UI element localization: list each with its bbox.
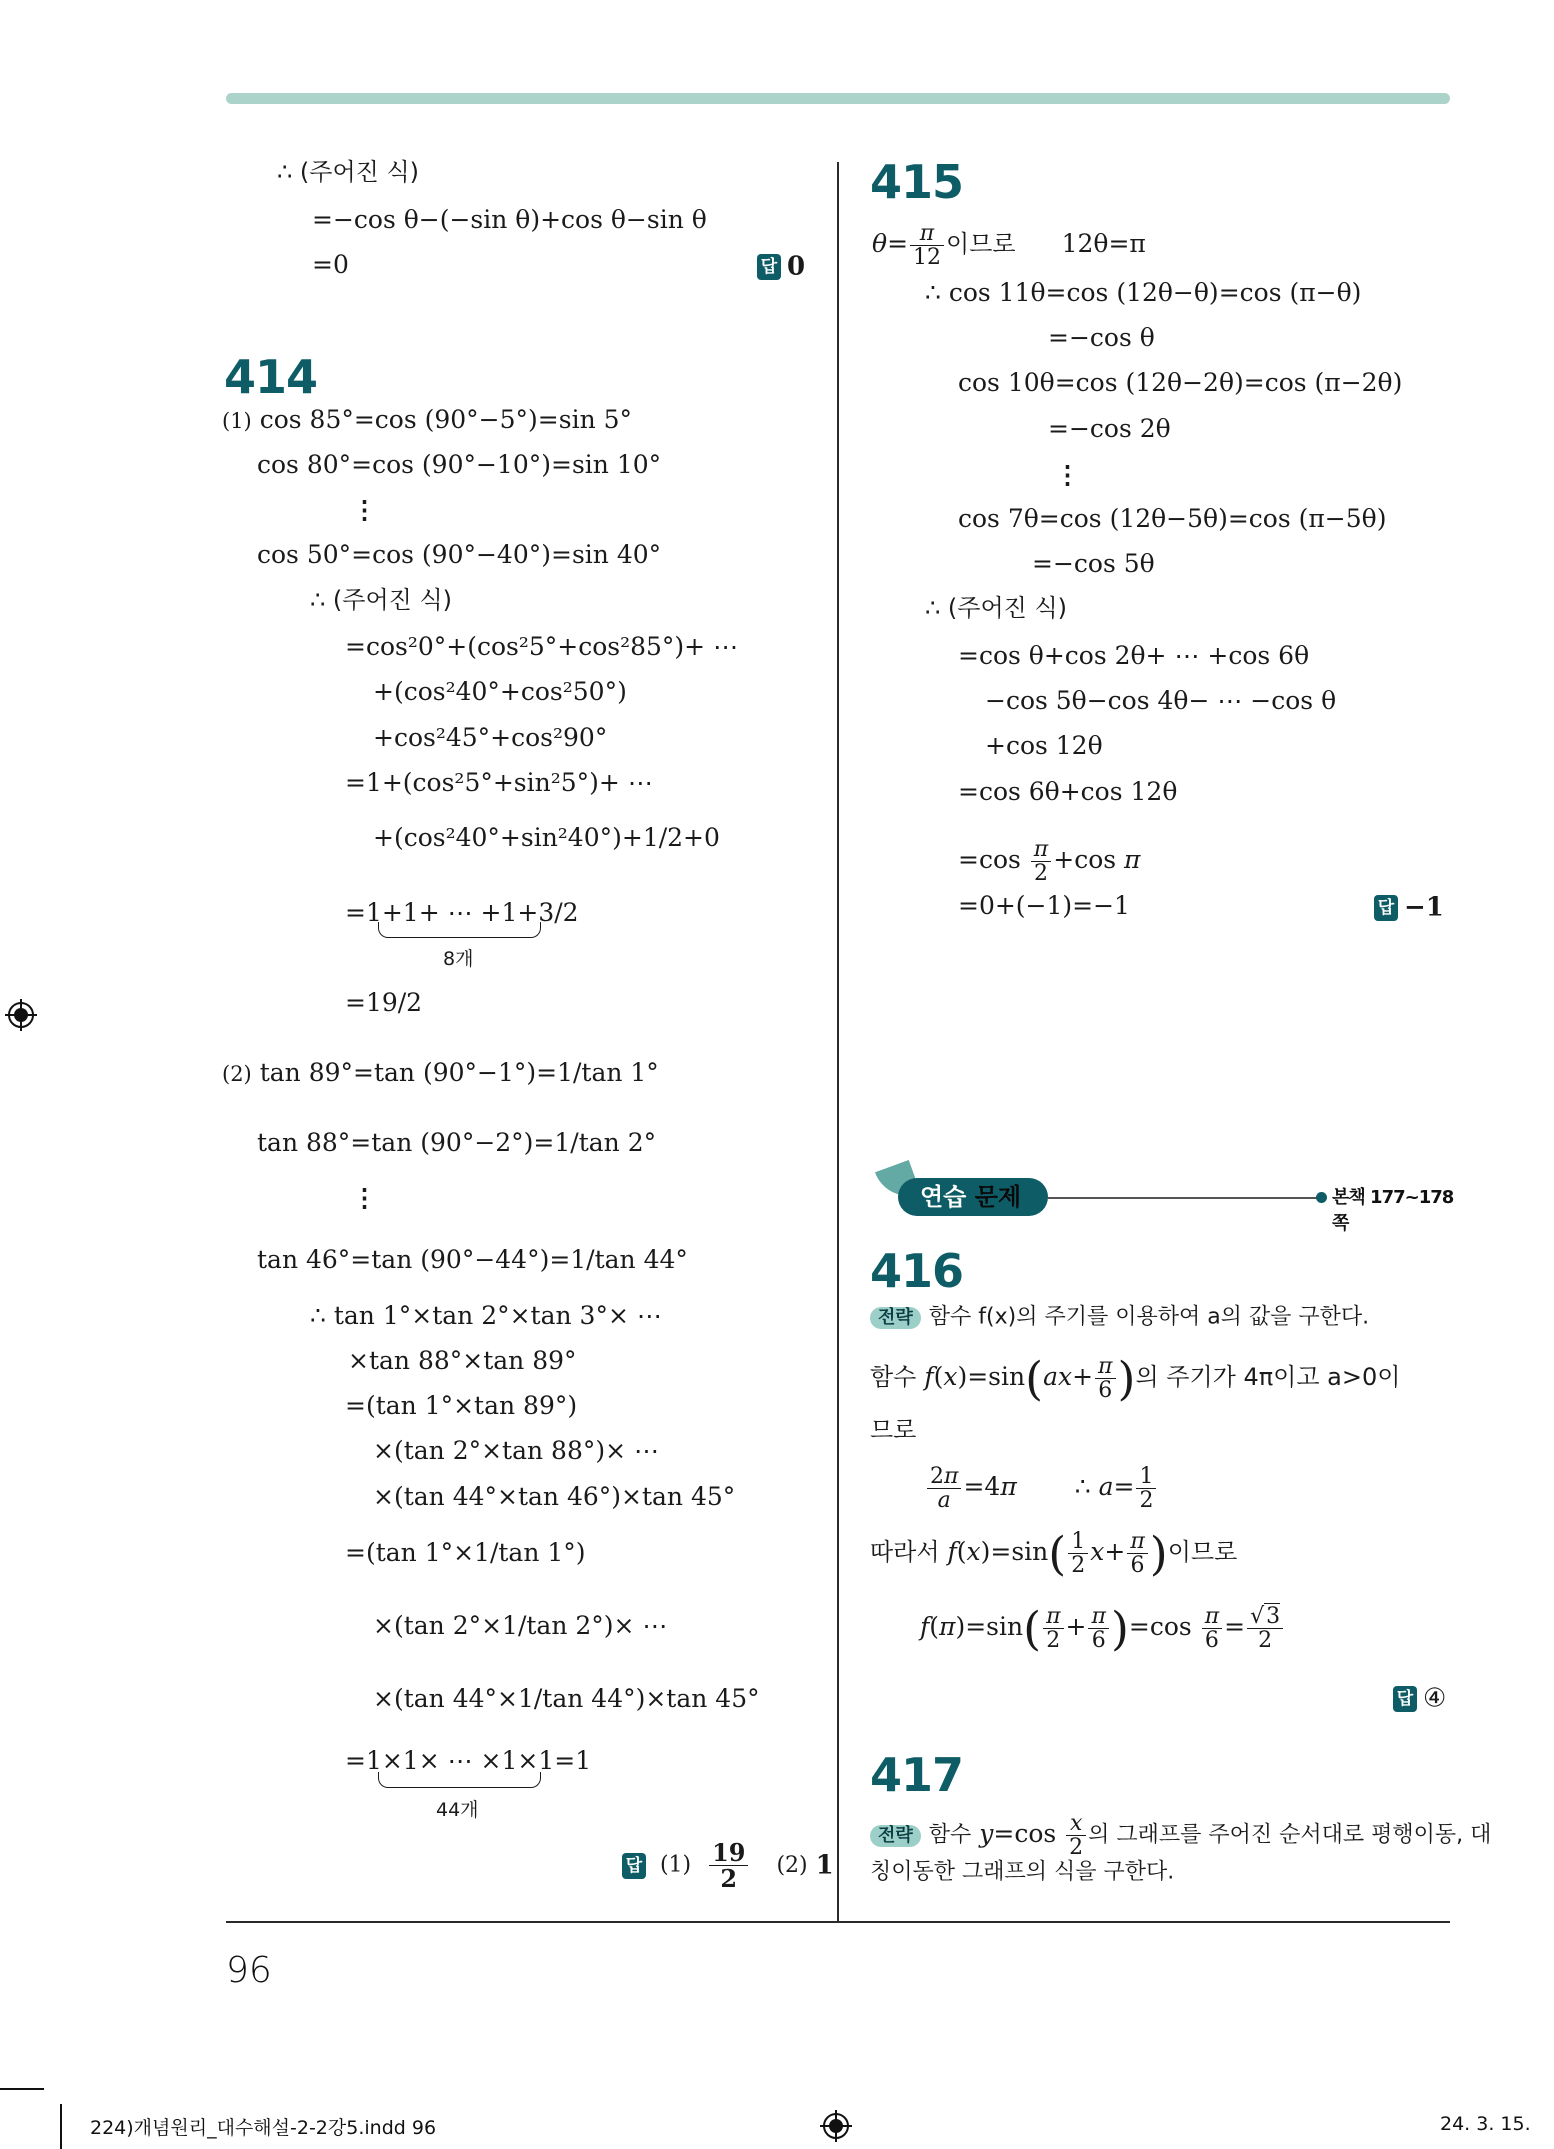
equation-line: +(cos²40°+sin²40°)+1/2+0 <box>373 823 720 852</box>
equation-line: 따라서 f(x)=sin( $\frac{1}{2}$ x+ $\frac{\pi}{6}$ )이므로 <box>870 1526 1238 1581</box>
equation-line: =−cos 2θ <box>1048 414 1171 443</box>
registration-mark-icon <box>820 2110 852 2142</box>
bullet-icon <box>1316 1192 1327 1203</box>
strategy-line: 전략 함수 y=cos $\frac{x}{2}$ 의 그래프를 주어진 순서대로 평행이동, 대 <box>870 1812 1491 1859</box>
equation-line: +(cos²40°+cos²50°) <box>373 677 627 706</box>
section-rule <box>1048 1197 1318 1199</box>
equation-line: ×tan 88°×tan 89° <box>348 1346 577 1375</box>
equation-line: =1+1+ ⋯ +1+3/2 <box>345 898 579 927</box>
vertical-ellipsis: ⋮ <box>1055 460 1080 489</box>
equation-line: =cos 6θ+cos 12θ <box>958 777 1178 806</box>
answer-badge: 답 <box>1374 895 1398 921</box>
equation-line: (2) tan 89°=tan (90°−1°)=1/tan 1° <box>222 1058 659 1087</box>
vertical-ellipsis: ⋮ <box>352 1183 377 1212</box>
problem-number: 414 <box>224 350 318 404</box>
answer-badge: 답 <box>757 254 781 280</box>
brace-label: 44개 <box>436 1799 479 1821</box>
equation-line: tan 46°=tan (90°−44°)=1/tan 44° <box>257 1245 688 1274</box>
equation-line: =1×1× ⋯ ×1×1=1 <box>345 1746 592 1775</box>
print-date: 24. 3. 15. <box>1440 2113 1531 2135</box>
textbook-page-reference: 본책 177~178쪽 <box>1332 1187 1454 1234</box>
strategy-badge: 전략 <box>870 1825 921 1847</box>
equation-line: cos 80°=cos (90°−10°)=sin 10° <box>257 450 662 479</box>
equation-line: cos 7θ=cos (12θ−5θ)=cos (π−5θ) <box>958 504 1387 533</box>
strategy-line: 칭이동한 그래프의 식을 구한다. <box>870 1859 1175 1885</box>
header-accent-bar <box>226 93 1450 104</box>
equation-line: =1+(cos²5°+sin²5°)+ ⋯ <box>345 768 653 797</box>
answer: 답 −1 <box>1374 893 1444 921</box>
equation-line: +cos 12θ <box>985 731 1103 760</box>
text-line: 므로 <box>870 1416 917 1444</box>
answer-badge: 답 <box>622 1853 646 1879</box>
therefore-given-expression: ∴ (주어진 식) <box>310 586 452 614</box>
equation-line: =cos θ+cos 2θ+ ⋯ +cos 6θ <box>958 641 1310 670</box>
equation-line: =19/2 <box>345 988 423 1017</box>
equation-line: f(π)=sin( $\frac{\pi}{2}$ + $\frac{\pi}{6}$ )=cos $\frac{\pi}{6}$ = $\frac{√3}{2}$ <box>920 1605 1285 1652</box>
equation-line: θ= $\frac{\pi}{12}$ 이므로 12θ=π <box>872 221 1146 271</box>
problem-number: 416 <box>870 1244 964 1298</box>
equation-line: tan 88°=tan (90°−2°)=1/tan 2° <box>257 1128 657 1157</box>
equation-line: ×(tan 2°×1/tan 2°)× ⋯ <box>373 1611 668 1640</box>
equation-line: =−cos 5θ <box>1032 549 1155 578</box>
registration-mark-icon <box>5 999 37 1031</box>
file-name: 224)개념원리_대수해설-2-2강5.indd 96 <box>90 2117 437 2139</box>
column-divider <box>837 162 839 1922</box>
equation-line: =−cos θ−(−sin θ)+cos θ−sin θ <box>312 205 707 234</box>
problem-number: 417 <box>870 1748 964 1802</box>
equation-line: =cos $\frac{\pi}{2}$ +cos π <box>958 837 1141 887</box>
equation-line: =0 <box>312 250 349 279</box>
equation-line: =(tan 1°×1/tan 1°) <box>345 1538 586 1567</box>
strategy-line: 전략 함수 f(x)의 주기를 이용하여 a의 값을 구한다. <box>870 1303 1369 1329</box>
underbrace <box>378 922 541 938</box>
answer: 답 ④ <box>1393 1684 1446 1712</box>
answer <box>757 252 805 280</box>
equation-line: −cos 5θ−cos 4θ− ⋯ −cos θ <box>985 686 1337 715</box>
equation-line: =0+(−1)=−1 <box>958 891 1130 920</box>
problem-number: 415 <box>870 155 964 209</box>
bottom-rule <box>226 1921 1450 1923</box>
strategy-badge: 전략 <box>870 1307 921 1329</box>
practice-problems-header <box>870 1165 1455 1234</box>
crop-mark <box>0 2088 44 2090</box>
equation-line: ∴ cos 11θ=cos (12θ−θ)=cos (π−θ) <box>925 278 1362 307</box>
equation-line: =(tan 1°×tan 89°) <box>345 1391 578 1420</box>
equation-line: ×(tan 44°×1/tan 44°)×tan 45° <box>373 1684 760 1713</box>
equation-line: ×(tan 2°×tan 88°)× ⋯ <box>373 1436 660 1465</box>
equation-line: =−cos θ <box>1048 323 1155 352</box>
therefore-given-expression: ∴ (주어진 식) <box>277 158 419 186</box>
page-number: 96 <box>226 1950 272 1991</box>
underbrace <box>378 1772 541 1788</box>
equation-line: $\frac{2\pi}{a}$ =4π ∴ a= $\frac{1}{2}$ <box>925 1465 1158 1512</box>
brace-label: 8개 <box>443 948 474 970</box>
answer-badge: 답 <box>1393 1686 1417 1712</box>
crop-mark <box>60 2104 62 2149</box>
equation-line: =cos²0°+(cos²5°+cos²85°)+ ⋯ <box>345 632 739 661</box>
answer: 답 (1) $\frac{19}{2}$ (2) 1 <box>622 1840 834 1891</box>
therefore-given-expression: ∴ (주어진 식) <box>925 594 1067 622</box>
equation-line: (1) cos 85°=cos (90°−5°)=sin 5° <box>222 405 633 434</box>
equation-line: cos 50°=cos (90°−40°)=sin 40° <box>257 540 662 569</box>
equation-line: ×(tan 44°×tan 46°)×tan 45° <box>373 1482 736 1511</box>
equation-line: 함수 f(x)=sin(ax+ $\frac{\pi}{6}$ )의 주기가 4π이고 a>0이 <box>870 1351 1401 1406</box>
vertical-ellipsis: ⋮ <box>352 495 377 524</box>
section-title: 연습 문제 <box>898 1178 1048 1216</box>
equation-line: cos 10θ=cos (12θ−2θ)=cos (π−2θ) <box>958 368 1403 397</box>
equation-line: +cos²45°+cos²90° <box>373 723 608 752</box>
answer-value: 0 <box>787 251 806 282</box>
equation-line: ∴ tan 1°×tan 2°×tan 3°× ⋯ <box>310 1301 662 1330</box>
